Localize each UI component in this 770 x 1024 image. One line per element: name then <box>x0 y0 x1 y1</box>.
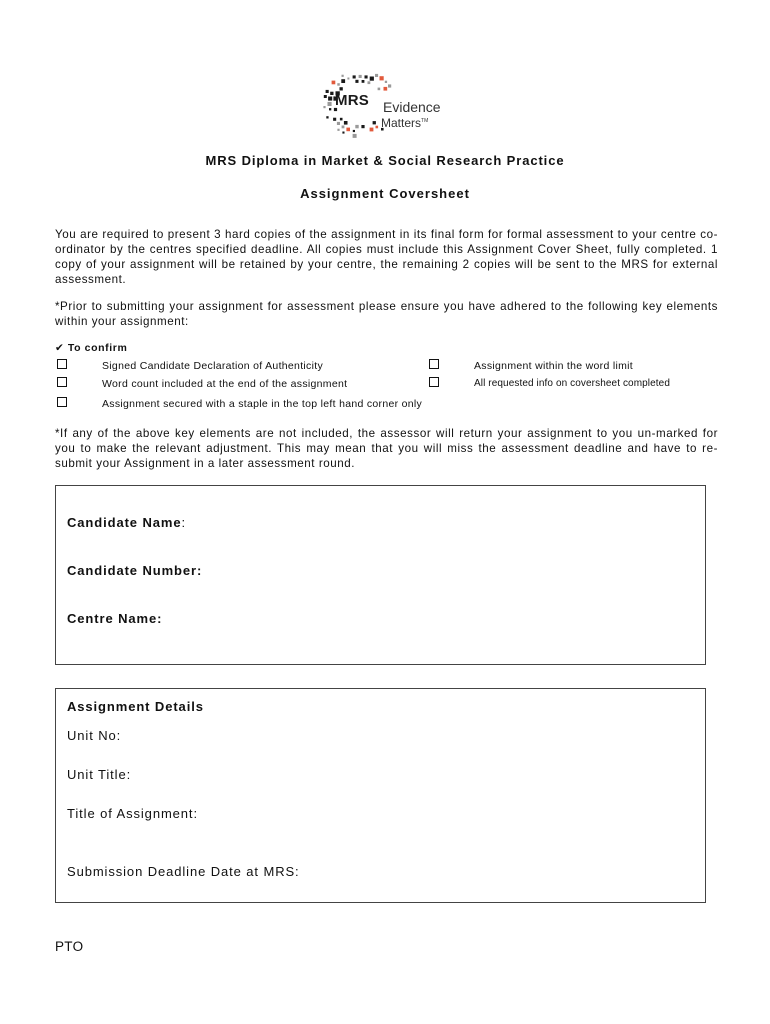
logo-tagline-line2: Matters™ <box>381 116 429 130</box>
assignment-details-title: Assignment Details <box>67 699 204 714</box>
pto-label: PTO <box>55 939 84 954</box>
prior-note-paragraph: *Prior to submitting your assignment for assessment please ensure you have adhered to the following key elements within your assignment: <box>55 300 718 328</box>
checkbox[interactable] <box>429 377 439 387</box>
checkbox[interactable] <box>57 377 67 387</box>
checklist-item-declaration[interactable] <box>57 359 387 373</box>
unit-no-field[interactable]: Unit No: <box>67 728 122 743</box>
checklist-item-coversheet-info[interactable] <box>429 377 719 391</box>
candidate-details-box <box>55 485 706 665</box>
checklist-item-word-limit[interactable] <box>429 359 709 373</box>
checklist-item-label: Signed Candidate Declaration of Authenticity <box>102 360 323 372</box>
logo-tagline-line1: Evidence <box>383 99 441 115</box>
checklist-item-word-count[interactable] <box>57 377 417 391</box>
warning-paragraph: *If any of the above key elements are not included, the assessor will return your assignment to you un-marked for you to make the relevant adjustment. This may mean that you will miss the assessment deadline and have to re-submit your Assignment in a later assessment round. <box>55 427 718 470</box>
unit-title-field[interactable]: Unit Title: <box>67 767 132 782</box>
submission-deadline-field[interactable]: Submission Deadline Date at MRS: <box>67 864 300 879</box>
logo-brand: MRS <box>335 92 369 109</box>
assignment-details-box <box>55 688 706 903</box>
document-title: MRS Diploma in Market & Social Research Practice <box>205 153 565 168</box>
checklist-item-label: Word count included at the end of the assignment <box>102 378 348 390</box>
centre-name-field[interactable]: Centre Name: <box>67 611 163 626</box>
checklist-item-label: Assignment within the word limit <box>474 360 633 372</box>
mrs-logo <box>318 68 454 142</box>
checkbox[interactable] <box>57 359 67 369</box>
assignment-title-field[interactable]: Title of Assignment: <box>67 806 198 821</box>
intro-paragraph: You are required to present 3 hard copies of the assignment in its final form for formal assessment to your centre co-ordinator by the centres specified deadline. All copies must include this Assignment Cover Sheet, fully completed. 1 copy of your assignment will be retained by your centre, the remaining 2 copies will be sent to the MRS for external assessment. <box>55 228 718 286</box>
document-subtitle: Assignment Coversheet <box>300 186 470 201</box>
checklist-item-label: All requested info on coversheet completed <box>474 378 670 389</box>
candidate-name-field[interactable]: Candidate Name: <box>67 515 186 530</box>
checkbox[interactable] <box>57 397 67 407</box>
checklist-item-staple[interactable] <box>57 397 517 411</box>
checklist-item-label: Assignment secured with a staple in the top left hand corner only <box>102 398 423 410</box>
checklist-title: ✔ To confirm <box>55 342 128 354</box>
checkbox[interactable] <box>429 359 439 369</box>
candidate-number-field[interactable]: Candidate Number: <box>67 563 203 578</box>
